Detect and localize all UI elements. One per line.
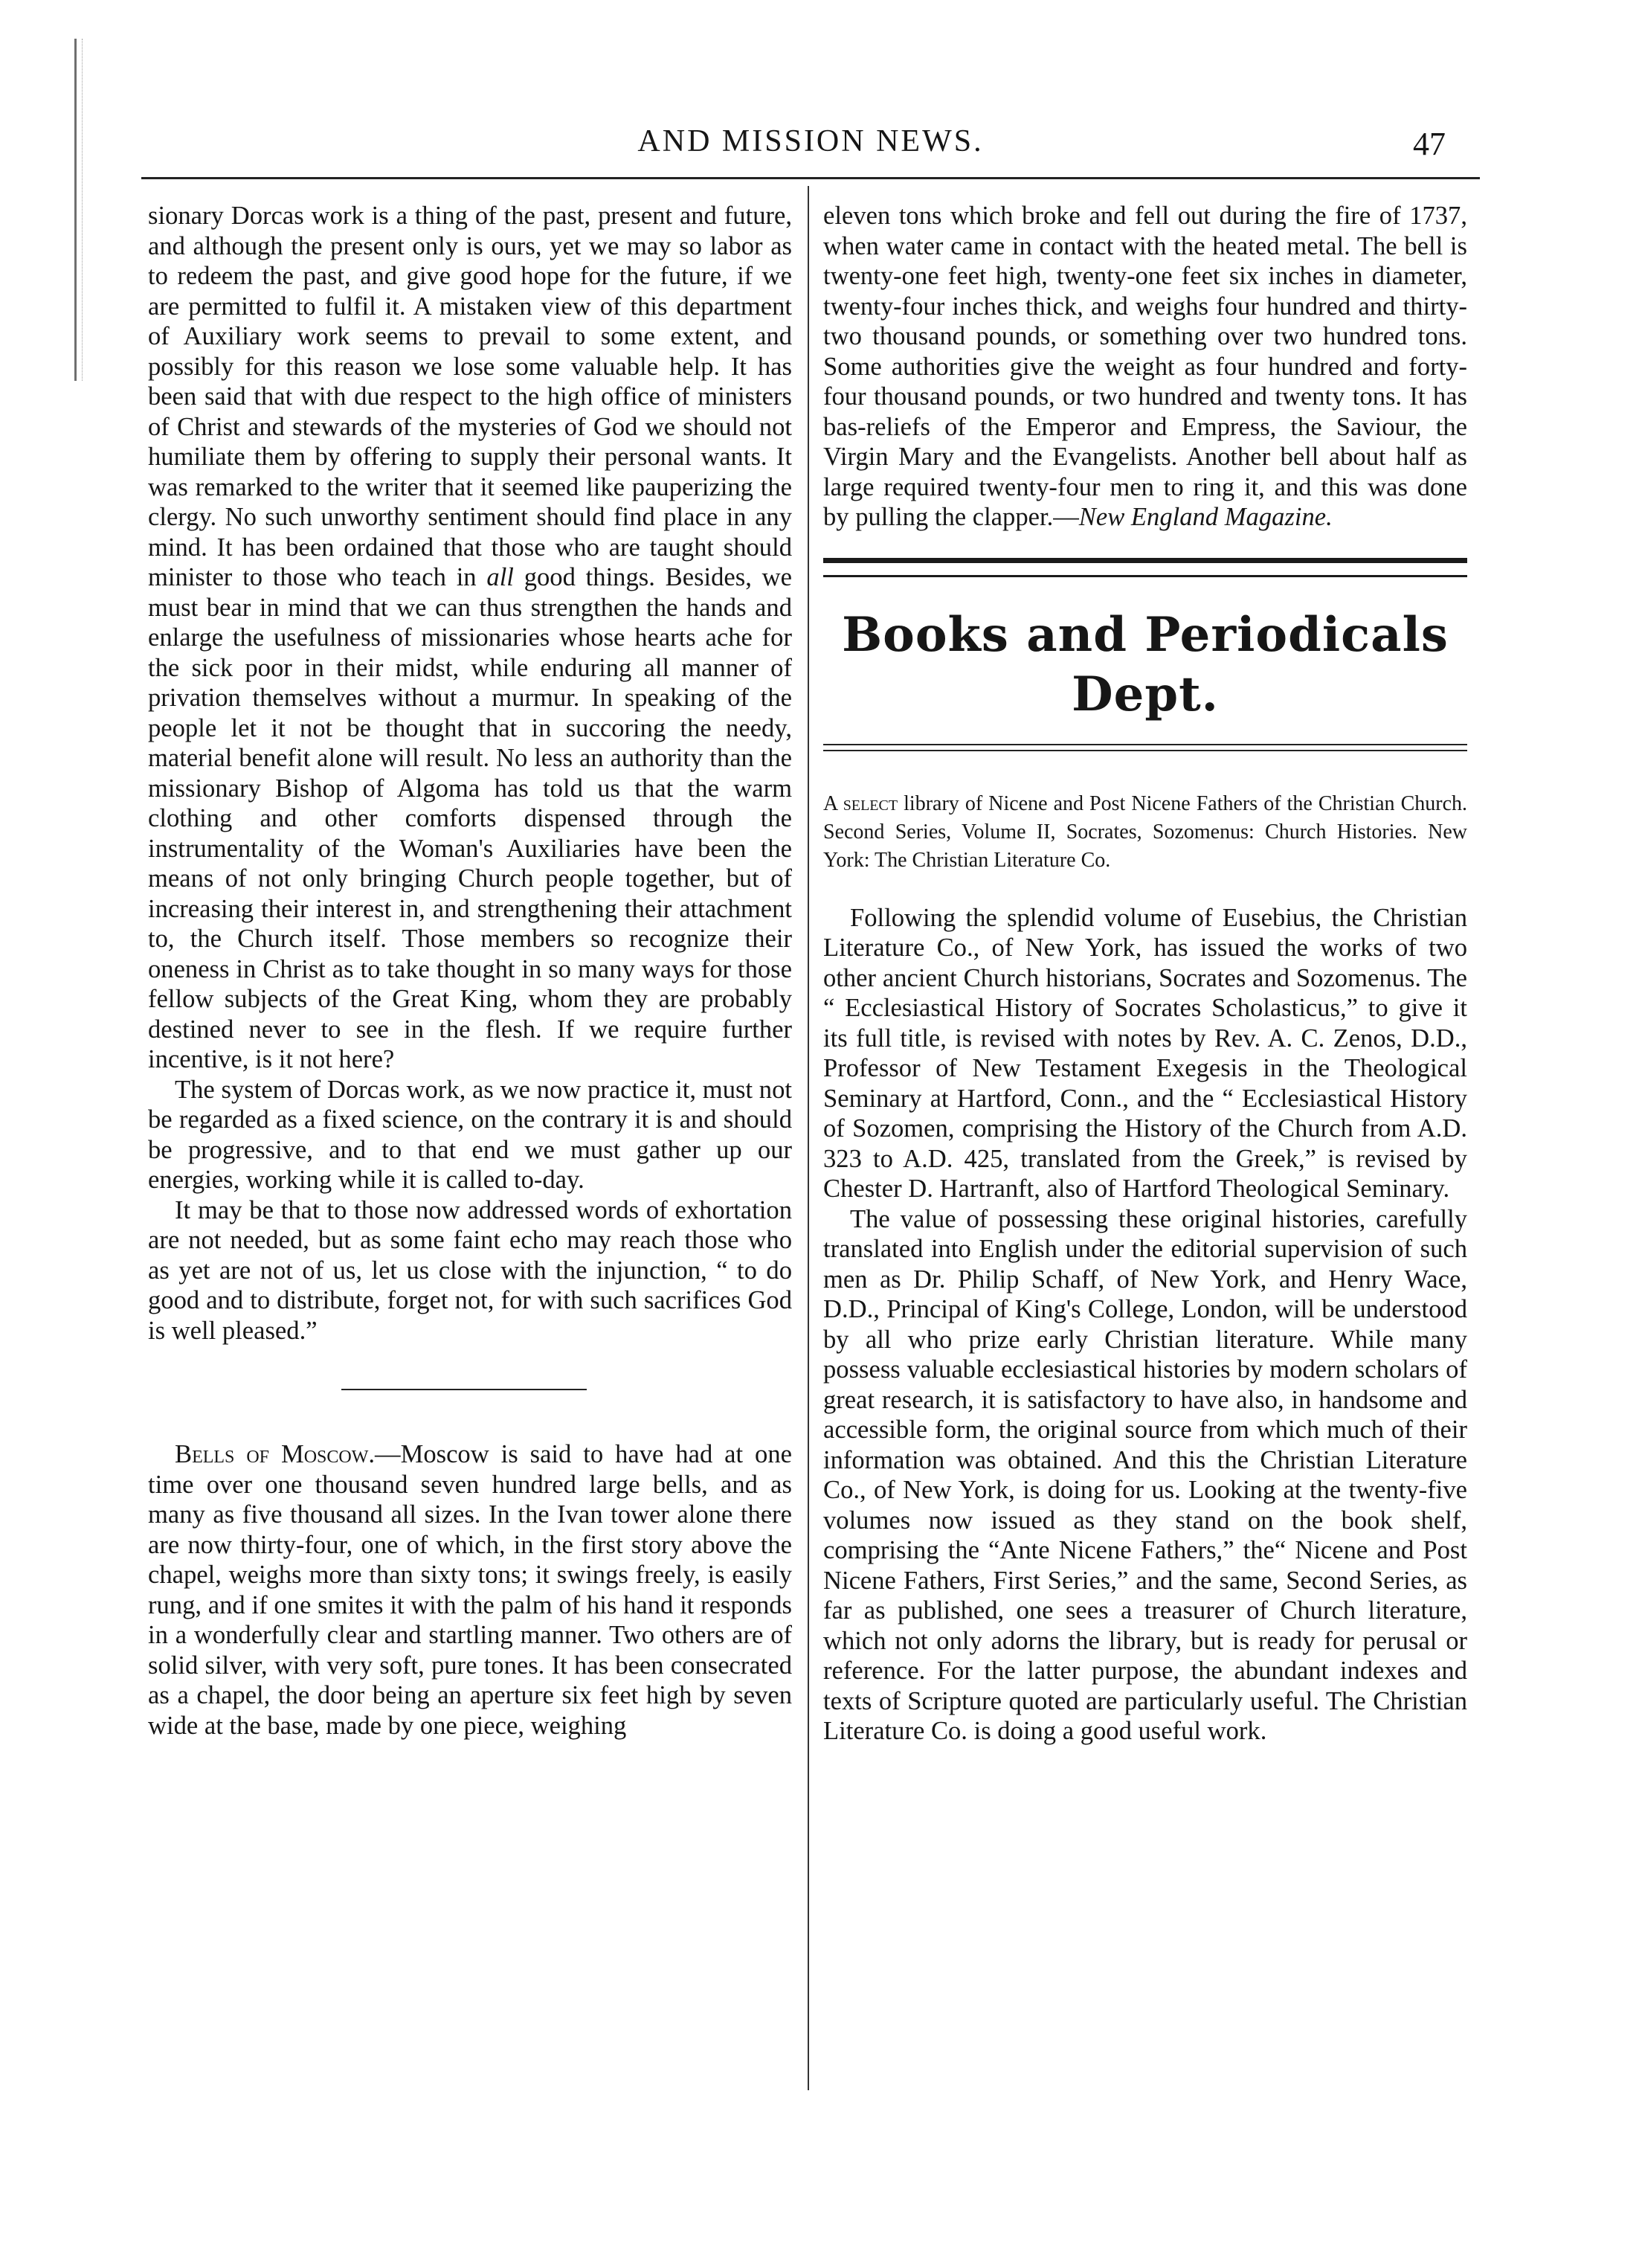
section-bottom-rule: [823, 744, 1467, 751]
bells-source: New England Magazine.: [1078, 503, 1333, 531]
bells-text: —Moscow is said to have had at one time over one thousand seven hundred large bells, and as many as five thousand all sizes. In the Ivan tower alone there are now thirty-four, one of which, in the first story above the chapel, weighs more than sixty tons; it swings freely, is easily rung, and if one smites it with the palm of his hand it responds in a wonderfully clear and startling manner. Two others are of solid silver, with very soft, pure tones. It has been consecrated as a chapel, the door being an aperture six feet high by seven wide at the base, made by one piece, weighing: [148, 1440, 792, 1740]
page-number: 47: [1413, 126, 1446, 162]
section-heading: Books and Periodicals Dept.: [842, 606, 1449, 722]
dorcas-text-b: good things. Besides, we must bear in mind that we can thus strengthen the hands and enlarge the usefulness of missionaries whose hearts ache for the sick poor in their midst, while enduring all manner of privation themselves without a murmur. In speaking of the people let it not be thought that in succoring the needy, material benefit alone will result. No less an authority than the missionary Bishop of Algoma has told us that the warm clothing and other comforts dispensed through the instrumentality of the Woman's Auxiliaries have been the means of not only bringing Church people together, but of increasing their interest in, and strengthening their attachment to, the Church itself. Those members so recognize their oneness in Christ as to take thought in so many ways for those fellow subjects of the Great King, whom they are probably destined never to see in the flesh. If we require further incentive, is it not here?: [148, 563, 792, 1073]
header-rule: [141, 177, 1480, 179]
left-column: [148, 201, 792, 2135]
column-divider: [808, 186, 809, 2090]
dorcas-paragraph-3: It may be that to those now addressed words of exhortation are not needed, but as some faint echo may reach those who as yet are not of us, let us close with the injunction, “ to do good and to distribute, forget not, for with such sacrifices God is well pleased.”: [148, 1195, 792, 1345]
review-paragraph-1: Following the splendid volume of Eusebius, the Christian Literature Co., of New York, has issued the works of two other ancient Church historians, Socrates and Sozomenus. The “ Ecclesiastical History of Socrates Scholasticus,” to give it its full title, is revised with notes by Rev. A. C. Zenos, D.D., Professor of New Testament Exegesis in the Theological Seminary at Hartford, Conn., and the “ Ecclesiastical History of Sozomen, comprising the History of the Church from A.D. 323 to A.D. 425, translated from the Greek,” is revised by Chester D. Hartranft, also of Hartford Theological Seminary.: [823, 903, 1467, 1203]
emphasis-all: all: [486, 563, 514, 591]
bells-continuation-text: eleven tons which broke and fell out during the fire of 1737, when water came in contact with the heated metal. The bell is twenty-one feet high, twenty-one feet six inches in diameter, twenty-four inches thick, and weighs four hundred and thirty-two thousand pounds, or something over two hundred tons. Some authorities give the weight as four hundred and forty-four thousand pounds, or two hundred and twenty tons. It has bas-reliefs of the Emperor and Empress, the Saviour, the Virgin Mary and the Evangelists. Another bell about half as large required twenty-four men to ring it, and this was done by pulling the clapper.—: [823, 202, 1467, 531]
bells-of-moscow-paragraph: [148, 1439, 792, 1741]
page-header: [0, 123, 1639, 176]
review-paragraph-2: The value of possessing these original histories, carefully translated into English under the editorial supervision of such men as Dr. Philip Schaff, of New York, and Henry Wace, D.D., Principal of King's College, London, will be understood by all who prize early Christian literature. While many possess valuable ecclesiastical histories by modern scholars of great research, it is satisfactory to have also, in handsome and accessible form, the original source from which much of their information was obtained. And this the Christian Literature Co., of New York, is doing for us. Looking at the twenty-five volumes now issued as they stand on the book shelf, comprising the “Ante Nicene Fathers,” the“ Nicene and Post Nicene Fathers, First Series,” and the same, Second Series, as far as published, one sees a treasurer of Church literature, which not only adorns the library, but is ready for perusal or reference. For the latter purpose, the abundant indexes and texts of Scripture quoted are particularly useful. The Christian Literature Co. is doing a good useful work.: [823, 1204, 1467, 1745]
running-head: AND MISSION NEWS.: [637, 124, 984, 158]
binding-margin-mark: [74, 39, 83, 381]
dorcas-paragraph-1: [148, 201, 792, 1075]
bells-title: Bells of Moscow.: [175, 1440, 376, 1468]
review-citation-text: library of Nicene and Post Nicene Fathers of the Christian Church. Second Series, Volume II, Socrates, Sozomenus: Church Histories. New York: The Christian Literature Co.: [823, 791, 1467, 872]
right-column: [823, 201, 1467, 2135]
review-citation-lead: A select: [823, 791, 898, 815]
bells-continuation-paragraph: [823, 201, 1467, 533]
dorcas-text-a: sionary Dorcas work is a thing of the past, present and future, and although the present only is ours, yet we may so labor as to redeem the past, and give good hope for the future, if we are permitted to fulfil it. A mistaken view of this department of Auxiliary work seems to prevail to some extent, and possibly for this reason we lose some valuable help. It has been said that with due respect to the high office of ministers of Christ and stewards of the mysteries of God we should not humiliate them by offering to supply their personal wants. It was remarked to the writer that it seemed like pauperizing the clergy. No such unworthy sentiment should find place in any mind. It has been ordained that those who are taught should minister to those who teach in: [148, 202, 792, 591]
article-separator-rule: [341, 1389, 587, 1390]
review-citation: [823, 790, 1467, 875]
section-top-rule: [823, 558, 1467, 577]
dorcas-paragraph-2: The system of Dorcas work, as we now practice it, must not be regarded as a fixed science, on the contrary it is and should be progressive, and to that end we must gather up our energies, working while it is called to-day.: [148, 1075, 792, 1194]
